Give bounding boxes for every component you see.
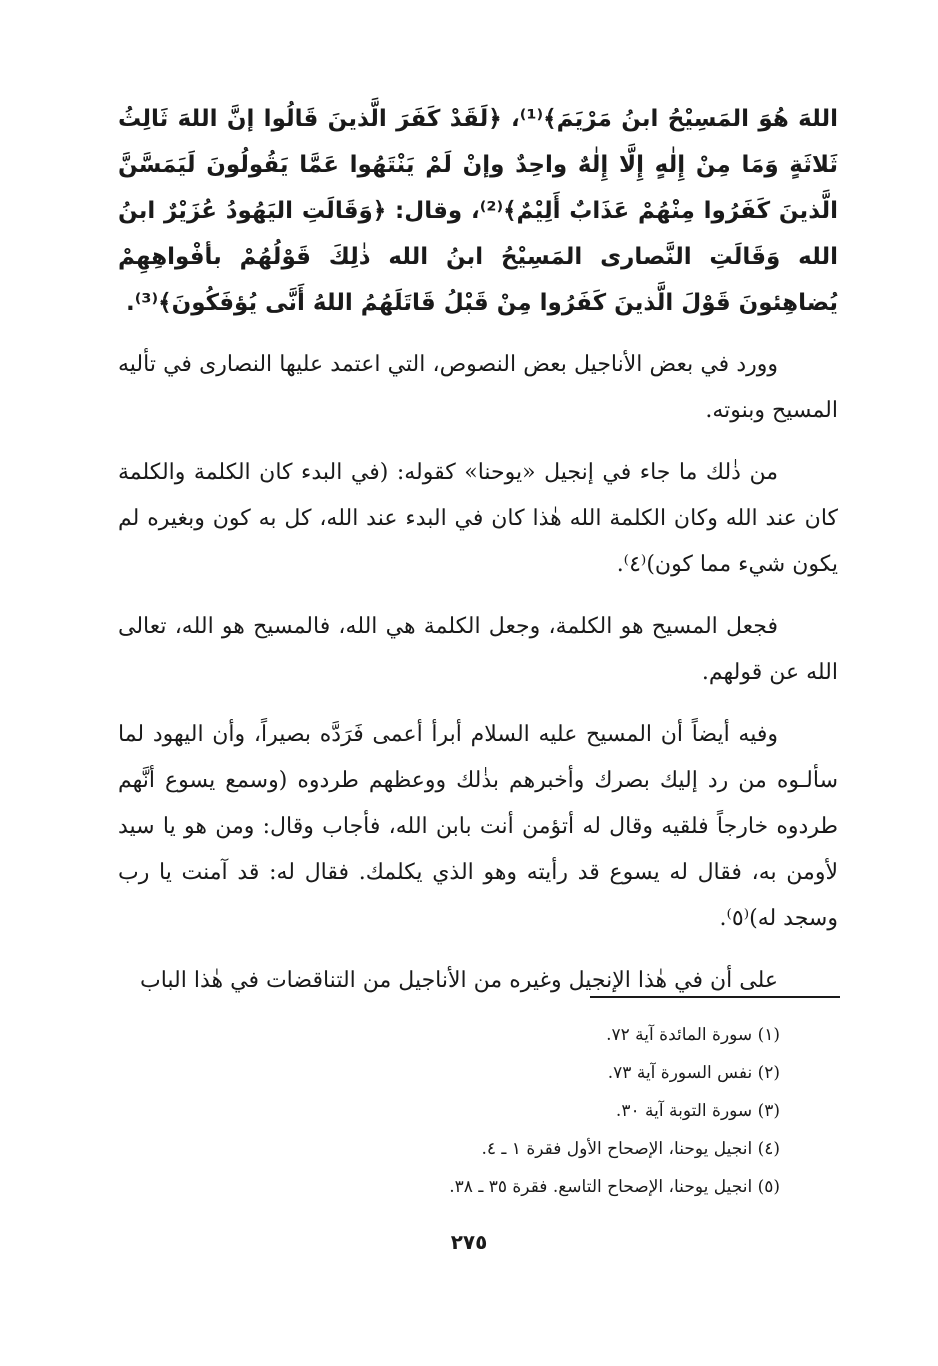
page-number: ٢٧٥ (450, 1230, 488, 1254)
footnotes-list (120, 1016, 780, 1206)
footnote-2: (٢) نفس السورة آية ٧٣. (607, 1063, 780, 1083)
paragraph-1: وورد في بعض الأناجيل بعض النصوص، التي اعتمد عليها النصارى في تأليه المسيح وبنوته. (118, 352, 838, 423)
paragraph-4: وفيه أيضاً أن المسيح عليه السلام أبرأ أعمى فَرَدَّه بصيراً، وأن اليهود لما سألـوه من رد إليك بصرك وأخبرهم بذٰلك ووعظهم طردوه (وسمع يسوع أنَّهم طردوه خارجاً فلقيه وقال له أتؤمن أنت بابن الله، فأجاب وقال: ومن هو يا سيد لأومن به، فقال له يسوع قد رأيته وهو الذي يكلمك. فقال له: قد آمنت يا رب وسجد له)⁽٥⁾. (118, 722, 838, 931)
footnote-divider (590, 996, 840, 998)
footnote-4: (٤) انجيل يوحنا، الإصحاح الأول فقرة ١ ـ ٤. (481, 1139, 780, 1159)
footnote-3: (٣) سورة التوبة آية ٣٠. (615, 1101, 780, 1121)
footnote-5: (٥) انجيل يوحنا، الإصحاح التاسع. فقرة ٣٥ ـ ٣٨. (449, 1177, 780, 1197)
footnote-1: (١) سورة المائدة آية ٧٢. (606, 1025, 780, 1045)
quran-verses-block: اللهَ هُوَ المَسِيْحُ ابنُ مَرْيَمَ﴾⁽¹⁾، ﴿لَقَدْ كَفَرَ الَّذينَ قَالُوا إنَّ اللهَ ثَالِثُ ثَلاثَةٍ وَمَا مِنْ إِلٰهٍ إِلَّا إِلٰهٌ واحِدٌ وإنْ لَمْ يَنْتَهُوا عَمَّا يَقُولُونَ لَيَمَسَّنَّ الَّذينَ كَفَرُوا مِنْهُمْ عَذَابٌ أَلِيْمٌ﴾⁽²⁾، وقال: ﴿وَقَالَتِ اليَهُودُ عُزَيْرٌ ابنُ الله وَقَالَتِ النَّصارى المَسِيْحُ ابنُ الله ذٰلِكَ قَوْلُهُمْ بأفْواهِهِمْ يُضاهِئونَ قَوْلَ الَّذينَ كَفَرُوا مِنْ قَبْلُ قَاتَلَهُمُ اللهُ أَنَّى يُؤفَكُونَ﴾⁽³⁾. (118, 106, 838, 316)
paragraph-3: فجعل المسيح هو الكلمة، وجعل الكلمة هي الله، فالمسيح هو الله، تعالى الله عن قولهم. (118, 614, 838, 685)
paragraph-2: من ذٰلك ما جاء في إنجيل «يوحنا» كقوله: (في البدء كان الكلمة والكلمة كان عند الله وكان الكلمة الله هٰذا كان في البدء عند الله، كل به كون وبغيره لم يكون شيء مما كون)⁽٤⁾. (118, 460, 838, 577)
paragraph-5: على أن في هٰذا الإنجيل وغيره من الأناجيل من التناقضات في هٰذا الباب (140, 968, 778, 993)
